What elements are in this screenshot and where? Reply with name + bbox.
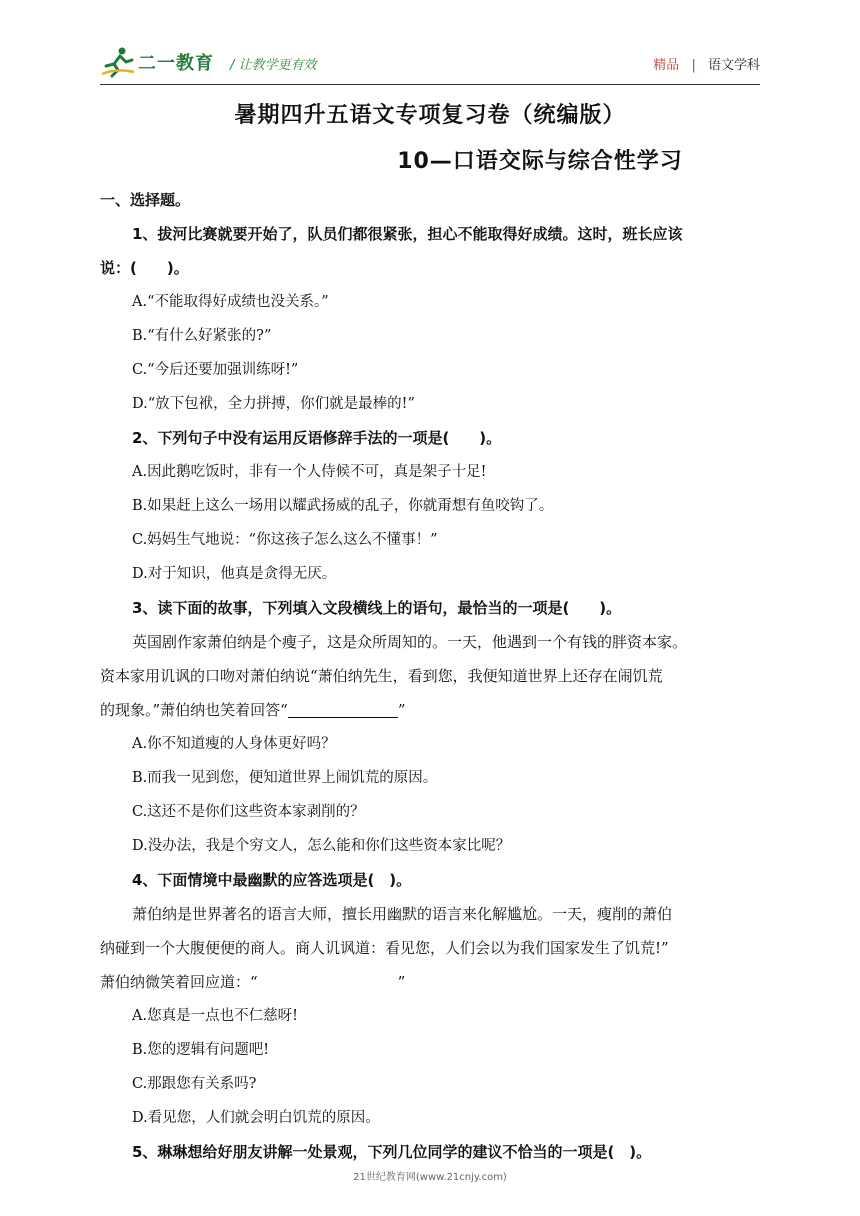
question-4-stem: 4、下面情境中最幽默的应答选项是( )。 (132, 871, 412, 889)
question-2-option-b: B.如果赶上这么一场用以耀武扬威的乱子，你就甭想有鱼咬钩了。 (132, 498, 554, 514)
question-1-option-d: D.“放下包袱，全力拼搏，你们就是最棒的!” (132, 396, 415, 412)
slogan: / 让教学更有效 (230, 58, 317, 73)
question-3-stem: 3、读下面的故事，下列填入文段横线上的语句，最恰当的一项是( )。 (132, 599, 622, 617)
question-3-passage-2: 资本家用讥讽的口吻对萧伯纳说“萧伯纳先生，看到您，我便知道世界上还存在闹饥荒 (100, 667, 663, 685)
question-3-passage-3 (100, 693, 770, 727)
question-1-stem: 1、拔河比赛就要开始了，队员们都很紧张，担心不能取得好成绩。这时，班长应该 (132, 225, 683, 243)
tag-separator: | (691, 58, 696, 73)
document-title: 暑期四升五语文专项复习卷（统编版） (234, 103, 626, 128)
header-divider (100, 84, 760, 85)
question-3-option-d: D.没办法，我是个穷文人，怎么能和你们这些资本家比呢？ (132, 838, 511, 854)
question-4-option-c: C.那跟您有关系吗? (132, 1076, 257, 1092)
question-4-passage-2: 纳碰到一个大腹便便的商人。商人讥讽道：看见您，人们会以为我们国家发生了饥荒!” (100, 939, 669, 957)
question-2-option-d: D.对于知识，他真是贪得无厌。 (132, 566, 337, 582)
page-footer: 21世纪教育网(www.21cnjy.com) (353, 1172, 507, 1183)
closing-quote: ” (397, 973, 406, 991)
header-tags (653, 54, 760, 73)
question-4-option-d: D.看见您，人们就会明白饥荒的原因。 (132, 1110, 380, 1126)
question-4-option-a: A.您真是一点也不仁慈呀! (132, 1008, 298, 1024)
document-body (100, 183, 770, 1169)
question-4-passage-1: 萧伯纳是世界著名的语言大师，擅长用幽默的语言来化解尴尬。一天，瘦削的萧伯 (132, 905, 673, 923)
page-header (100, 44, 760, 84)
document-subtitle: 10—口语交际与综合性学习 (397, 149, 683, 174)
question-2-option-c: C.妈妈生气地说：“你这孩子怎么这么不懂事！” (132, 532, 438, 548)
question-1-option-c: C.“今后还要加强训练呀!” (132, 362, 299, 378)
question-2-stem: 2、下列句子中没有运用反语修辞手法的一项是( )。 (132, 429, 502, 447)
question-4-passage-3-text: 萧伯纳微笑着回应道：“ (100, 973, 258, 991)
logo-text: 二一教育 (138, 53, 214, 74)
question-5-stem: 5、琳琳想给好朋友讲解一处景观，下列几位同学的建议不恰当的一项是( )。 (132, 1143, 652, 1161)
question-1-option-a: A.“不能取得好成绩也没关系。” (132, 294, 329, 310)
quality-tag: 精品 (653, 58, 680, 73)
question-1-option-b: B.“有什么好紧张的?” (132, 328, 272, 344)
subject-tag: 语文学科 (707, 58, 760, 73)
runner-logo-icon (100, 46, 136, 78)
question-3-option-b: B.而我一见到您，便知道世界上闹饥荒的原因。 (132, 770, 438, 786)
answer-blank (288, 699, 398, 718)
question-3-option-c: C.这还不是你们这些资本家剥削的？ (132, 804, 365, 820)
section-heading: 一、选择题。 (100, 191, 191, 209)
closing-quote: ” (397, 701, 406, 719)
logo (100, 46, 214, 78)
question-4-passage-3 (100, 965, 770, 999)
question-3-option-a: A.你不知道瘦的人身体更好吗？ (132, 736, 336, 752)
question-4-option-b: B.您的逻辑有问题吧! (132, 1042, 270, 1058)
question-3-passage-1: 英国剧作家萧伯纳是个瘦子，这是众所周知的。一天，他遇到一个有钱的胖资本家。 (132, 633, 688, 651)
question-2-option-a: A.因此鹅吃饭时，非有一个人侍候不可，真是架子十足! (132, 464, 487, 480)
question-3-passage-3-text: 的现象。”萧伯纳也笑着回答“ (100, 701, 288, 719)
question-1-stem-cont: 说：( )。 (100, 259, 189, 277)
